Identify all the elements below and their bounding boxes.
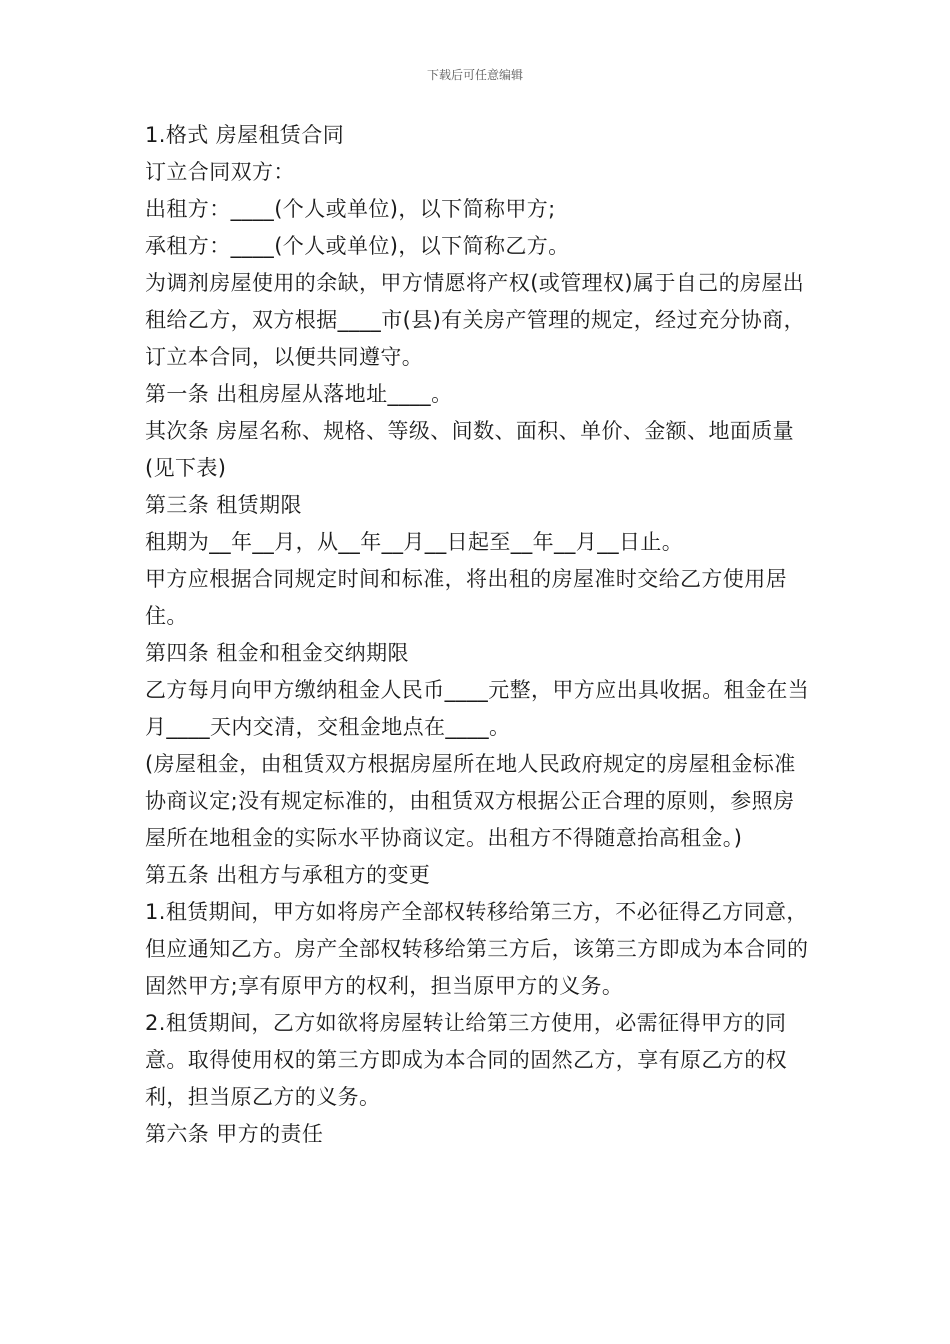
lessor-line: 出租方：____(个人或单位)，以下简称甲方;: [145, 197, 556, 221]
article-5-clause-1: 1.租赁期间，甲方如将房产全部权转移给第三方，不必征得乙方同意，但应通知乙方。房产全部权转移给第三方后，该第三方即成为本合同的固然甲方;享有原甲方的权利，担当原甲方的义务。: [145, 900, 809, 998]
header-note: 下载后可任意编辑: [426, 68, 523, 82]
document-body: [145, 117, 813, 1153]
article-4-note: (房屋租金，由租赁双方根据房屋所在地人民政府规定的房屋租金标准协商议定;没有规定标准的，由租赁双方根据公正合理的原则，参照房屋所在地租金的实际水平协商议定。出租方不得随意抬高租金。): [145, 752, 796, 850]
article-3-title: 第三条 租赁期限: [145, 493, 302, 517]
article-3-delivery: 甲方应根据合同规定时间和标准，将出租的房屋准时交给乙方使用居住。: [145, 567, 787, 628]
parties-heading: 订立合同双方：: [145, 160, 295, 184]
lessee-line: 承租方：____(个人或单位)，以下简称乙方。: [145, 234, 570, 258]
article-5-clause-2: 2.租赁期间，乙方如欲将房屋转让给第三方使用，必需征得甲方的同意。取得使用权的第三方即成为本合同的固然乙方，享有原乙方的权利，担当原乙方的义务。: [145, 1011, 787, 1109]
intro-paragraph: 为调剂房屋使用的余缺，甲方情愿将产权(或管理权)属于自己的房屋出租给乙方，双方根据____市(县)有关房产管理的规定，经过充分协商，订立本合同，以便共同遵守。: [145, 271, 805, 369]
article-4-payment: 乙方每月向甲方缴纳租金人民币____元整，甲方应出具收据。租金在当月____天内交清，交租金地点在____。: [145, 678, 810, 739]
article-2: 其次条 房屋名称、规格、等级、间数、面积、单价、金额、地面质量(见下表): [145, 419, 795, 480]
article-6-title: 第六条 甲方的责任: [145, 1122, 324, 1146]
article-4-title: 第四条 租金和租金交纳期限: [145, 641, 409, 665]
article-3-term: 租期为__年__月，从__年__月__日起至__年__月__日止。: [145, 530, 684, 554]
document-title: 1.格式 房屋租赁合同: [145, 123, 345, 147]
article-5-title: 第五条 出租方与承租方的变更: [145, 863, 431, 887]
article-1: 第一条 出租房屋从落地址____。: [145, 382, 453, 406]
